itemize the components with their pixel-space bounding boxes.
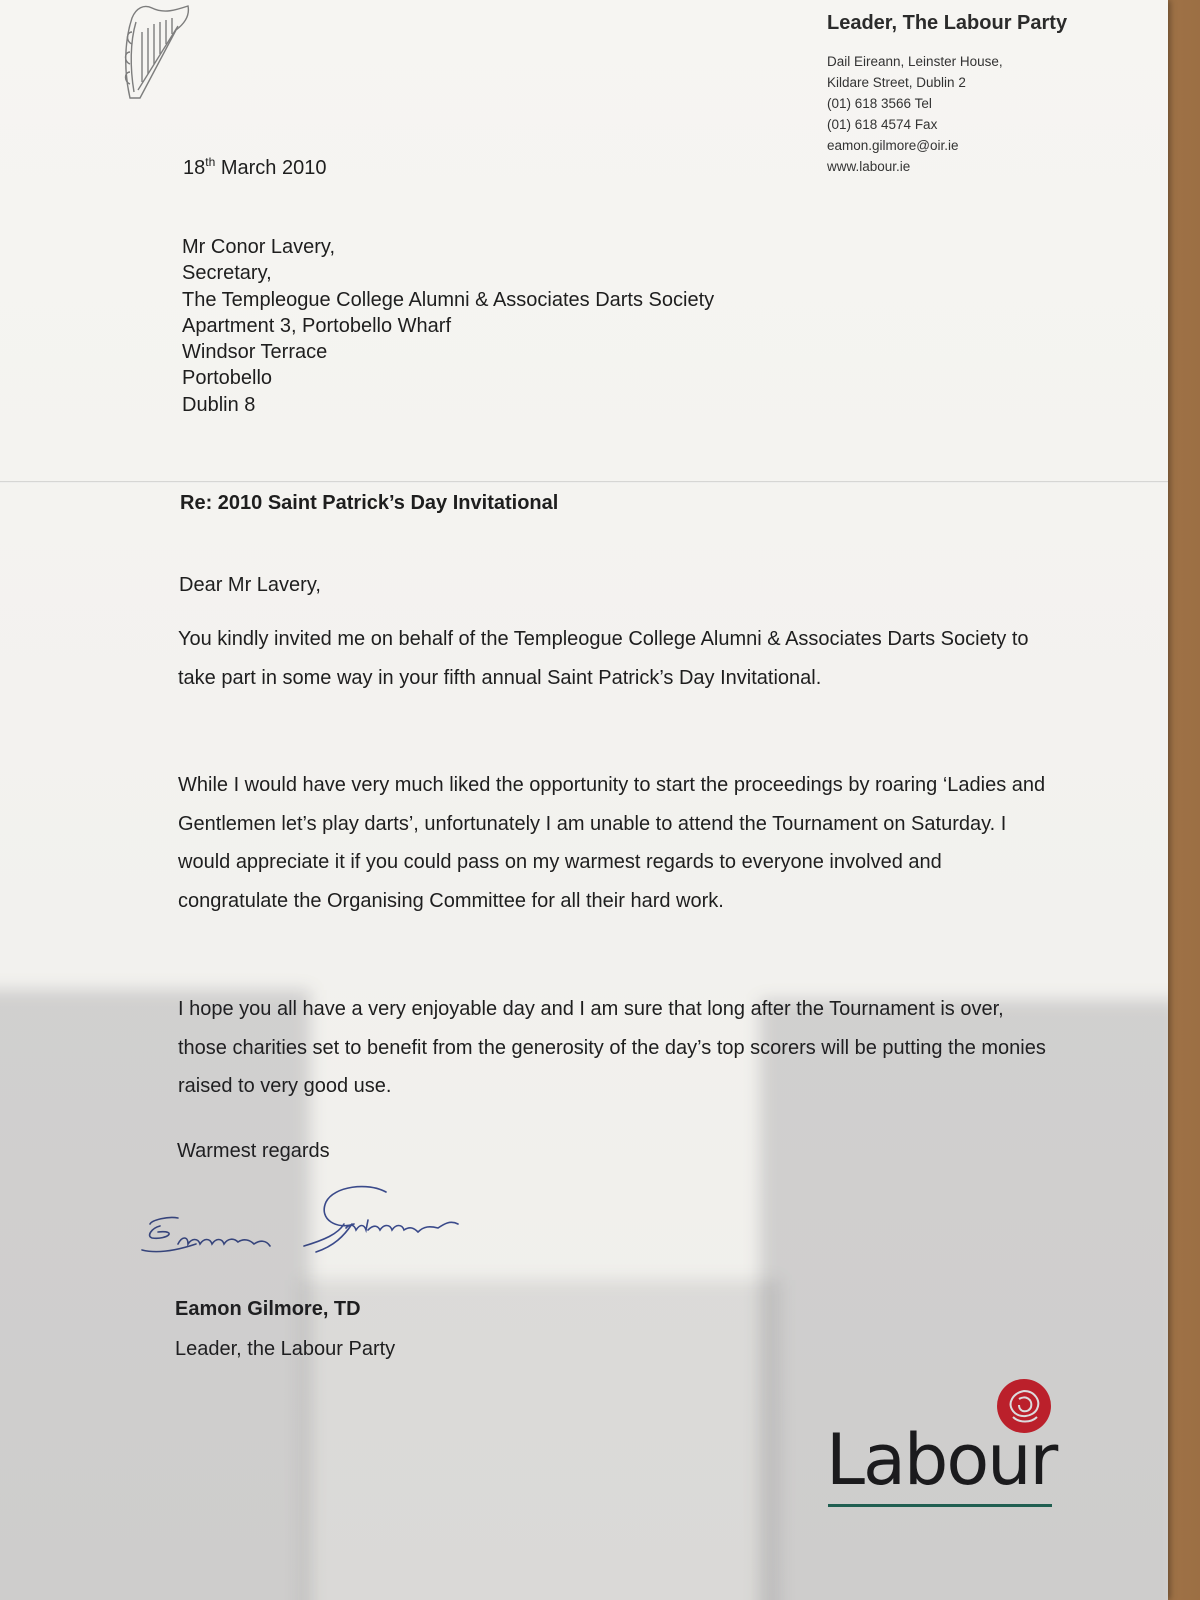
letterhead-address-line2: Kildare Street, Dublin 2 [827,75,966,90]
labour-wordmark: Labour [826,1419,1057,1501]
recipient-line: Portobello [182,367,273,390]
letterhead-email: eamon.gilmore@oir.ie [827,138,959,153]
handwritten-signature [138,1180,478,1270]
recipient-line: Mr Conor Lavery, [182,236,336,258]
photo-shadow-bottom [300,1280,780,1600]
recipient-line: The Templeogue College Alumni & Associates Darts Society [182,288,715,311]
signer-name: Eamon Gilmore, TD [175,1298,361,1320]
recipient-line: Apartment 3, Portobello Wharf [182,314,452,337]
recipient-address [182,234,714,418]
letterhead-phone: (01) 618 3566 Tel [827,96,932,111]
date-day: 18 [183,157,206,179]
recipient-line: Dublin 8 [182,393,256,416]
letterhead-title: Leader, The Labour Party [827,12,1068,34]
wordmark-underline [828,1504,1052,1507]
date-month-year: March 2010 [215,157,327,179]
letter-closing: Warmest regards [177,1140,330,1162]
harp-icon [118,2,198,106]
letter-salutation: Dear Mr Lavery, [179,574,321,596]
letterhead-fax: (01) 618 4574 Fax [827,117,938,132]
signer-title: Leader, the Labour Party [175,1338,396,1360]
body-paragraph-2: While I would have very much liked the opportunity to start the proceedings by roaring ‘Ladies and Gentlemen let’s play darts’, unfortunately I am unable to attend the Tournament on Saturday. I would appreciate it if you could pass on my warmest regards to everyone involved and congratulate the Organising Committee for all their hard work. [178,774,1046,913]
letterhead-address-line1: Dail Eireann, Leinster House, [827,54,1003,69]
recipient-line: Secretary, [182,262,272,285]
letterhead [827,12,1157,177]
fold-crease [0,481,1168,483]
body-paragraph-1: You kindly invited me on behalf of the Templeogue College Alumni & Associates Darts Society to take part in some way in your fifth annual Saint Patrick’s Day Invitational. [178,628,1029,689]
recipient-line: Windsor Terrace [182,341,328,364]
letter-subject: Re: 2010 Saint Patrick’s Day Invitational [180,492,559,514]
date-suffix: th [205,155,216,169]
letterhead-website: www.labour.ie [827,159,911,174]
letter-date [183,155,326,180]
body-paragraph-3: I hope you all have a very enjoyable day and I am sure that long after the Tournament is over, those charities set to benefit from the generosity of the day’s top scorers will be putting the monies raised to very good use. [178,998,1046,1098]
